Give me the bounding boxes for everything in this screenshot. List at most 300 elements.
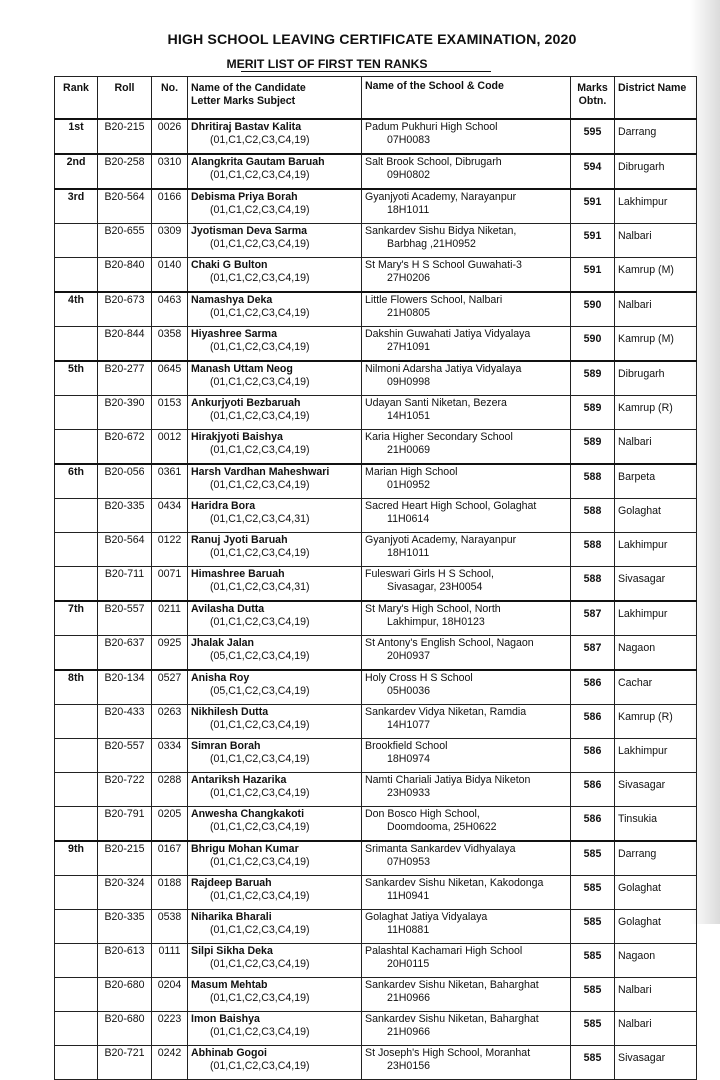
candidate-subjects: (01,C1,C2,C3,C4,19) (210, 169, 310, 181)
header-roll: Roll (98, 77, 152, 120)
candidate-subjects: (01,C1,C2,C3,C4,19) (210, 787, 310, 799)
rank-cell: 5th (55, 361, 98, 396)
district-cell: Darrang (615, 841, 697, 876)
candidate-subjects: (01,C1,C2,C3,C4,19) (210, 341, 310, 353)
candidate-cell (188, 533, 362, 567)
district-cell: Golaghat (615, 499, 697, 533)
rank-cell (55, 944, 98, 978)
school-name: Fuleswari Girls H S School, (365, 568, 494, 580)
rank-cell (55, 978, 98, 1012)
marks-cell: 585 (571, 1012, 615, 1046)
district-cell: Nagaon (615, 636, 697, 671)
school-code: Lakhimpur, 18H0123 (387, 616, 485, 628)
marks-cell: 585 (571, 910, 615, 944)
school-name: Srimanta Sankardev Vidhyalaya (365, 843, 516, 855)
candidate-cell (188, 739, 362, 773)
school-cell (362, 189, 571, 224)
district-cell: Nalbari (615, 292, 697, 327)
district-cell: Nalbari (615, 1012, 697, 1046)
rank-cell (55, 430, 98, 465)
school-name: Karia Higher Secondary School (365, 431, 513, 443)
rank-cell: 7th (55, 601, 98, 636)
school-cell (362, 533, 571, 567)
marks-cell: 594 (571, 154, 615, 189)
roll-cell: B20-215 (98, 119, 152, 154)
school-cell (362, 292, 571, 327)
candidate-name: Haridra Bora (191, 500, 256, 512)
candidate-name: Harsh Vardhan Maheshwari (191, 466, 330, 478)
merit-list-body (55, 119, 697, 1080)
school-name: Don Bosco High School, (365, 808, 480, 820)
district-cell: Lakhimpur (615, 189, 697, 224)
rank-cell: 8th (55, 670, 98, 705)
school-name: Brookfield School (365, 740, 448, 752)
school-code: 11H0614 (387, 513, 430, 525)
rank-cell (55, 327, 98, 362)
school-code: 11H0881 (387, 924, 430, 936)
table-row (55, 189, 697, 224)
roll-cell: B20-791 (98, 807, 152, 842)
school-code: 18H0974 (387, 753, 431, 765)
number-cell: 0026 (152, 119, 188, 154)
district-cell: Tinsukia (615, 807, 697, 842)
school-name: Nilmoni Adarsha Jatiya Vidyalaya (365, 363, 522, 375)
marks-cell: 585 (571, 944, 615, 978)
school-name: Salt Brook School, Dibrugarh (365, 156, 502, 168)
school-cell (362, 154, 571, 189)
number-cell: 0153 (152, 396, 188, 430)
school-name: Gyanjyoti Academy, Narayanpur (365, 534, 517, 546)
header-rank: Rank (55, 77, 98, 120)
school-cell (362, 258, 571, 293)
school-code: 21H0966 (387, 992, 431, 1004)
school-cell (362, 876, 571, 910)
district-cell: Darrang (615, 119, 697, 154)
school-name: Dakshin Guwahati Jatiya Vidyalaya (365, 328, 531, 340)
school-code: 21H0069 (387, 444, 431, 456)
candidate-cell (188, 876, 362, 910)
rank-cell (55, 396, 98, 430)
roll-cell: B20-056 (98, 464, 152, 499)
candidate-cell (188, 773, 362, 807)
school-code: 09H0802 (387, 169, 431, 181)
candidate-subjects: (01,C1,C2,C3,C4,19) (210, 856, 310, 868)
rank-cell (55, 636, 98, 671)
school-code: 20H0115 (387, 958, 430, 970)
school-code: 27H0206 (387, 272, 431, 284)
roll-cell: B20-564 (98, 189, 152, 224)
district-cell: Kamrup (M) (615, 327, 697, 362)
marks-cell: 591 (571, 189, 615, 224)
number-cell: 0288 (152, 773, 188, 807)
school-code: 23H0933 (387, 787, 431, 799)
rank-cell: 2nd (55, 154, 98, 189)
school-code: 07H0953 (387, 856, 431, 868)
candidate-name: Manash Uttam Neog (191, 363, 293, 375)
school-code: 23H0156 (387, 1060, 431, 1072)
school-cell (362, 739, 571, 773)
marks-cell: 595 (571, 119, 615, 154)
candidate-cell (188, 361, 362, 396)
table-row (55, 876, 697, 910)
number-cell: 0527 (152, 670, 188, 705)
school-code: 21H0805 (387, 307, 431, 319)
number-cell: 0205 (152, 807, 188, 842)
candidate-cell (188, 807, 362, 842)
candidate-cell (188, 224, 362, 258)
district-cell: Barpeta (615, 464, 697, 499)
number-cell: 0645 (152, 361, 188, 396)
candidate-cell (188, 841, 362, 876)
candidate-name: Namashya Deka (191, 294, 273, 306)
table-row (55, 224, 697, 258)
table-row (55, 396, 697, 430)
roll-cell: B20-840 (98, 258, 152, 293)
candidate-cell (188, 258, 362, 293)
school-code: 14H1077 (387, 719, 431, 731)
rank-cell (55, 910, 98, 944)
school-name: Udayan Santi Niketan, Bezera (365, 397, 507, 409)
header-candidate-name-line2: Letter Marks Subject (191, 95, 296, 107)
candidate-subjects: (01,C1,C2,C3,C4,19) (210, 204, 310, 216)
school-code: Doomdooma, 25H0622 (387, 821, 497, 833)
school-cell (362, 396, 571, 430)
candidate-name: Bhrigu Mohan Kumar (191, 843, 299, 855)
document-title: HIGH SCHOOL LEAVING CERTIFICATE EXAMINATION, 2020 (167, 32, 577, 48)
school-code: 18H1011 (387, 204, 430, 216)
candidate-name: Niharika Bharali (191, 911, 272, 923)
number-cell: 0012 (152, 430, 188, 465)
table-row (55, 292, 697, 327)
school-name: Sankardev Sishu Niketan, Baharghat (365, 1013, 539, 1025)
table-row (55, 670, 697, 705)
roll-cell: B20-680 (98, 1012, 152, 1046)
school-cell (362, 361, 571, 396)
rank-cell (55, 224, 98, 258)
district-cell: Kamrup (R) (615, 705, 697, 739)
school-name: Namti Chariali Jatiya Bidya Niketon (365, 774, 531, 786)
candidate-subjects: (01,C1,C2,C3,C4,19) (210, 958, 310, 970)
school-cell (362, 567, 571, 602)
candidate-cell (188, 292, 362, 327)
school-name: Padum Pukhuri High School (365, 121, 498, 133)
school-name: Sankardev Sishu Niketan, Baharghat (365, 979, 539, 991)
number-cell: 0204 (152, 978, 188, 1012)
rank-cell (55, 773, 98, 807)
table-row (55, 978, 697, 1012)
number-cell: 0242 (152, 1046, 188, 1080)
school-name: Gyanjyoti Academy, Narayanpur (365, 191, 517, 203)
subtitle-underline (241, 71, 491, 72)
candidate-name: Avilasha Dutta (191, 603, 265, 615)
rank-cell (55, 739, 98, 773)
roll-cell: B20-655 (98, 224, 152, 258)
roll-cell: B20-844 (98, 327, 152, 362)
roll-cell: B20-335 (98, 910, 152, 944)
rank-cell: 4th (55, 292, 98, 327)
candidate-subjects: (01,C1,C2,C3,C4,19) (210, 479, 310, 491)
header-marks (571, 77, 615, 120)
table-row (55, 944, 697, 978)
school-cell (362, 773, 571, 807)
rank-cell: 6th (55, 464, 98, 499)
header-district: District Name (615, 77, 697, 120)
number-cell: 0358 (152, 327, 188, 362)
marks-cell: 590 (571, 327, 615, 362)
school-cell (362, 944, 571, 978)
candidate-cell (188, 1046, 362, 1080)
number-cell: 0223 (152, 1012, 188, 1046)
document-subtitle: MERIT LIST OF FIRST TEN RANKS (226, 57, 428, 71)
school-code: 21H0966 (387, 1026, 431, 1038)
candidate-cell (188, 119, 362, 154)
rank-cell (55, 705, 98, 739)
candidate-cell (188, 464, 362, 499)
school-code: 05H0036 (387, 685, 431, 697)
district-cell: Lakhimpur (615, 601, 697, 636)
number-cell: 0463 (152, 292, 188, 327)
number-cell: 0122 (152, 533, 188, 567)
rank-cell: 9th (55, 841, 98, 876)
marks-cell: 588 (571, 567, 615, 602)
roll-cell: B20-258 (98, 154, 152, 189)
district-cell: Nalbari (615, 224, 697, 258)
school-name: St Mary's High School, North (365, 603, 501, 615)
district-cell: Nalbari (615, 978, 697, 1012)
candidate-name: Hirakjyoti Baishya (191, 431, 283, 443)
table-row (55, 841, 697, 876)
table-row (55, 910, 697, 944)
candidate-subjects: (01,C1,C2,C3,C4,19) (210, 547, 310, 559)
marks-cell: 591 (571, 224, 615, 258)
rank-cell (55, 876, 98, 910)
school-code: 07H0083 (387, 134, 431, 146)
school-name: St Antony's English School, Nagaon (365, 637, 534, 649)
table-row (55, 705, 697, 739)
candidate-name: Nikhilesh Dutta (191, 706, 269, 718)
candidate-cell (188, 430, 362, 465)
table-row (55, 1012, 697, 1046)
candidate-name: Silpi Sikha Deka (191, 945, 273, 957)
number-cell: 0434 (152, 499, 188, 533)
roll-cell: B20-390 (98, 396, 152, 430)
district-cell: Sivasagar (615, 567, 697, 602)
district-cell: Nagaon (615, 944, 697, 978)
marks-cell: 589 (571, 361, 615, 396)
number-cell: 0071 (152, 567, 188, 602)
district-cell: Kamrup (M) (615, 258, 697, 293)
candidate-cell (188, 567, 362, 602)
candidate-subjects: (05,C1,C2,C3,C4,19) (210, 650, 310, 662)
candidate-subjects: (01,C1,C2,C3,C4,19) (210, 1026, 310, 1038)
number-cell: 0925 (152, 636, 188, 671)
table-row (55, 499, 697, 533)
rank-cell (55, 533, 98, 567)
candidate-name: Alangkrita Gautam Baruah (191, 156, 325, 168)
marks-cell: 586 (571, 807, 615, 842)
marks-cell: 586 (571, 670, 615, 705)
marks-cell: 585 (571, 978, 615, 1012)
school-name: Golaghat Jatiya Vidyalaya (365, 911, 488, 923)
candidate-name: Ranuj Jyoti Baruah (191, 534, 288, 546)
school-name: St Mary's H S School Guwahati-3 (365, 259, 522, 271)
candidate-subjects: (01,C1,C2,C3,C4,19) (210, 1060, 310, 1072)
candidate-cell (188, 189, 362, 224)
roll-cell: B20-324 (98, 876, 152, 910)
school-cell (362, 601, 571, 636)
school-name: Marian High School (365, 466, 458, 478)
candidate-cell (188, 944, 362, 978)
marks-cell: 586 (571, 773, 615, 807)
candidate-name: Masum Mehtab (191, 979, 268, 991)
candidate-subjects: (01,C1,C2,C3,C4,19) (210, 410, 310, 422)
candidate-subjects: (01,C1,C2,C3,C4,19) (210, 821, 310, 833)
candidate-name: Dhritiraj Bastav Kalita (191, 121, 302, 133)
district-cell: Golaghat (615, 876, 697, 910)
table-row (55, 1046, 697, 1080)
candidate-cell (188, 601, 362, 636)
school-cell (362, 464, 571, 499)
marks-cell: 590 (571, 292, 615, 327)
district-cell: Cachar (615, 670, 697, 705)
rank-cell (55, 258, 98, 293)
marks-cell: 585 (571, 1046, 615, 1080)
school-code: 14H1051 (387, 410, 431, 422)
number-cell: 0188 (152, 876, 188, 910)
school-name: Sankardev Vidya Niketan, Ramdia (365, 706, 527, 718)
candidate-cell (188, 499, 362, 533)
rank-cell (55, 1046, 98, 1080)
candidate-name: Ankurjyoti Bezbaruah (191, 397, 301, 409)
candidate-cell (188, 670, 362, 705)
header-candidate-name-line1: Name of the Candidate (191, 82, 306, 94)
number-cell: 0310 (152, 154, 188, 189)
table-row (55, 154, 697, 189)
candidate-name: Imon Baishya (191, 1013, 260, 1025)
candidate-subjects: (01,C1,C2,C3,C4,19) (210, 616, 310, 628)
candidate-name: Abhinab Gogoi (191, 1047, 267, 1059)
marks-cell: 588 (571, 533, 615, 567)
roll-cell: B20-215 (98, 841, 152, 876)
candidate-name: Anwesha Changkakoti (191, 808, 305, 820)
marks-cell: 587 (571, 601, 615, 636)
marks-cell: 588 (571, 464, 615, 499)
school-code: 09H0998 (387, 376, 431, 388)
table-row (55, 327, 697, 362)
district-cell: Nalbari (615, 430, 697, 465)
roll-cell: B20-613 (98, 944, 152, 978)
marks-cell: 586 (571, 705, 615, 739)
school-cell (362, 910, 571, 944)
candidate-cell (188, 1012, 362, 1046)
roll-cell: B20-557 (98, 601, 152, 636)
district-cell: Golaghat (615, 910, 697, 944)
candidate-subjects: (01,C1,C2,C3,C4,19) (210, 272, 310, 284)
school-cell (362, 807, 571, 842)
school-code: 01H0952 (387, 479, 431, 491)
candidate-subjects: (01,C1,C2,C3,C4,19) (210, 753, 310, 765)
district-cell: Lakhimpur (615, 533, 697, 567)
rank-cell (55, 499, 98, 533)
candidate-name: Himashree Baruah (191, 568, 285, 580)
rank-cell (55, 1012, 98, 1046)
header-marks-line2: Obtn. (578, 95, 607, 107)
table-row (55, 119, 697, 154)
marks-cell: 585 (571, 841, 615, 876)
table-row (55, 807, 697, 842)
header-candidate-name (188, 77, 362, 120)
candidate-subjects: (01,C1,C2,C3,C4,19) (210, 307, 310, 319)
rank-cell: 1st (55, 119, 98, 154)
roll-cell: B20-564 (98, 533, 152, 567)
candidate-cell (188, 396, 362, 430)
marks-cell: 587 (571, 636, 615, 671)
candidate-subjects: (01,C1,C2,C3,C4,19) (210, 890, 310, 902)
school-name: Little Flowers School, Nalbari (365, 294, 503, 306)
roll-cell: B20-637 (98, 636, 152, 671)
district-cell: Lakhimpur (615, 739, 697, 773)
candidate-cell (188, 978, 362, 1012)
candidate-name: Antariksh Hazarika (191, 774, 287, 786)
number-cell: 0166 (152, 189, 188, 224)
candidate-cell (188, 154, 362, 189)
marks-cell: 589 (571, 396, 615, 430)
candidate-name: Anisha Roy (191, 672, 250, 684)
school-code: 20H0937 (387, 650, 431, 662)
table-header-row (55, 77, 697, 120)
roll-cell: B20-721 (98, 1046, 152, 1080)
school-code: 11H0941 (387, 890, 430, 902)
rank-cell: 3rd (55, 189, 98, 224)
roll-cell: B20-672 (98, 430, 152, 465)
roll-cell: B20-134 (98, 670, 152, 705)
roll-cell: B20-277 (98, 361, 152, 396)
number-cell: 0140 (152, 258, 188, 293)
candidate-cell (188, 636, 362, 671)
rank-cell (55, 807, 98, 842)
school-cell (362, 670, 571, 705)
district-cell: Dibrugarh (615, 154, 697, 189)
candidate-subjects: (01,C1,C2,C3,C4,19) (210, 376, 310, 388)
candidate-subjects: (01,C1,C2,C3,C4,31) (210, 513, 310, 525)
table-row (55, 464, 697, 499)
candidate-name: Debisma Priya Borah (191, 191, 298, 203)
number-cell: 0263 (152, 705, 188, 739)
candidate-cell (188, 327, 362, 362)
rank-cell (55, 567, 98, 602)
school-code: Sivasagar, 23H0054 (387, 581, 483, 593)
school-code: Barbhag ,21H0952 (387, 238, 476, 250)
candidate-name: Chaki G Bulton (191, 259, 268, 271)
candidate-name: Jhalak Jalan (191, 637, 255, 649)
candidate-name: Jyotisman Deva Sarma (191, 225, 308, 237)
marks-cell: 591 (571, 258, 615, 293)
candidate-cell (188, 910, 362, 944)
table-row (55, 533, 697, 567)
table-row (55, 773, 697, 807)
candidate-subjects: (05,C1,C2,C3,C4,19) (210, 685, 310, 697)
candidate-name: Rajdeep Baruah (191, 877, 272, 889)
school-cell (362, 705, 571, 739)
school-name: St Joseph's High School, Moranhat (365, 1047, 531, 1059)
roll-cell: B20-335 (98, 499, 152, 533)
table-row (55, 636, 697, 671)
candidate-subjects: (01,C1,C2,C3,C4,19) (210, 924, 310, 936)
district-cell: Kamrup (R) (615, 396, 697, 430)
school-cell (362, 1046, 571, 1080)
roll-cell: B20-433 (98, 705, 152, 739)
table-row (55, 601, 697, 636)
